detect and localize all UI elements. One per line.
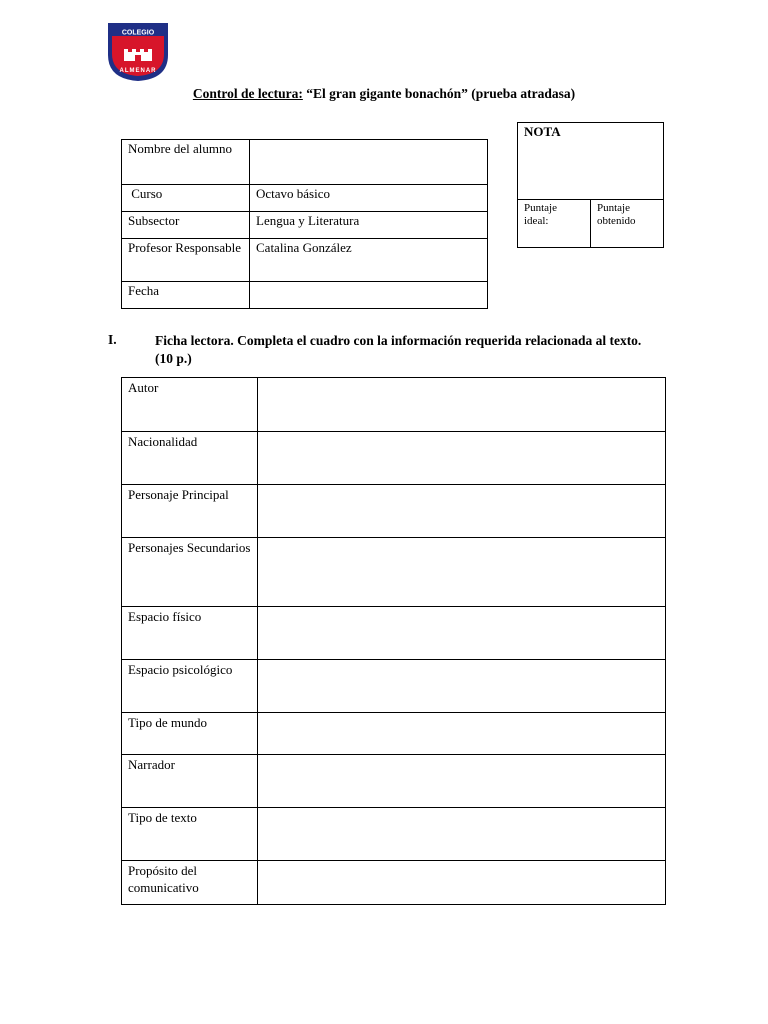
info-row-nombre [122, 140, 488, 185]
ficha-label: Propósito del comunicativo [122, 861, 258, 905]
ficha-label: Autor [122, 378, 258, 432]
info-label: Fecha [122, 282, 250, 309]
ficha-answer[interactable] [258, 755, 666, 808]
table-row [122, 485, 666, 538]
title-underlined: Control de lectura: [192, 86, 303, 101]
ficha-label: Narrador [122, 755, 258, 808]
section-instructions: Ficha lectora. Completa el cuadro con la información requerida relacionada al texto. (10 p.) [155, 333, 642, 366]
table-row [122, 432, 666, 485]
table-row [122, 755, 666, 808]
ficha-answer[interactable] [258, 378, 666, 432]
ficha-label: Espacio psicológico [122, 660, 258, 713]
info-row-subsector [122, 212, 488, 239]
puntaje-ideal: Puntaje ideal: [518, 200, 591, 248]
info-label: Curso [122, 185, 250, 212]
ficha-answer[interactable] [258, 432, 666, 485]
info-value: Catalina González [250, 239, 488, 282]
puntaje-obtenido: Puntaje obtenido [591, 200, 664, 248]
info-label: Profesor Responsable [122, 239, 250, 282]
section-number: I. [108, 332, 117, 347]
info-value[interactable] [250, 282, 488, 309]
ficha-label: Espacio físico [122, 607, 258, 660]
info-value: Octavo básico [250, 185, 488, 212]
title-rest: “El gran gigante bonachón” (prueba atradasa) [302, 86, 576, 101]
student-info-table [121, 139, 488, 309]
info-value[interactable] [250, 140, 488, 185]
ficha-answer[interactable] [258, 607, 666, 660]
ficha-label: Personaje Principal [122, 485, 258, 538]
ficha-answer[interactable] [258, 538, 666, 607]
info-row-profesor [122, 239, 488, 282]
ficha-answer[interactable] [258, 485, 666, 538]
info-value: Lengua y Literatura [250, 212, 488, 239]
info-row-fecha [122, 282, 488, 309]
table-row [122, 607, 666, 660]
nota-label: NOTA [518, 123, 664, 200]
table-row [122, 538, 666, 607]
info-label: Nombre del alumno [122, 140, 250, 185]
info-row-curso [122, 185, 488, 212]
svg-text:COLEGIO: COLEGIO [121, 29, 155, 37]
ficha-answer[interactable] [258, 660, 666, 713]
ficha-answer[interactable] [258, 861, 666, 905]
ficha-lectora-table [121, 377, 666, 905]
table-row [122, 861, 666, 905]
colegio-almenar-logo [106, 21, 170, 83]
table-row [122, 713, 666, 755]
info-label: Subsector [122, 212, 250, 239]
ficha-label: Personajes Secundarios [122, 538, 258, 607]
document-title [0, 86, 768, 102]
table-row [122, 378, 666, 432]
ficha-answer[interactable] [258, 808, 666, 861]
ficha-label: Tipo de texto [122, 808, 258, 861]
table-row [122, 660, 666, 713]
ficha-label: Nacionalidad [122, 432, 258, 485]
nota-box [517, 122, 664, 248]
ficha-label: Tipo de mundo [122, 713, 258, 755]
table-row [122, 808, 666, 861]
svg-text:ALMENAR: ALMENAR [119, 68, 157, 74]
ficha-answer[interactable] [258, 713, 666, 755]
